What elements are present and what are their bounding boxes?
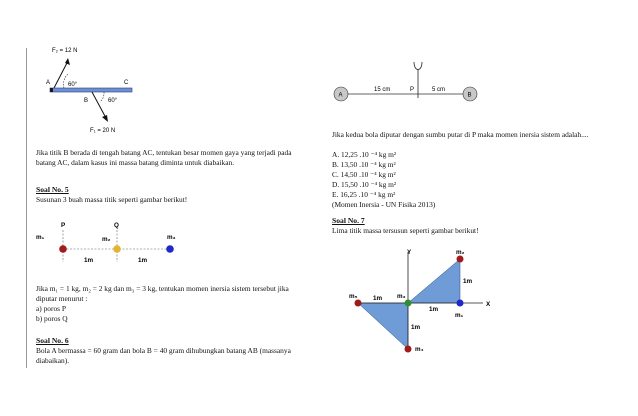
option-c: C. 14,50 .10 ⁻⁴ kg m² xyxy=(332,170,396,179)
ball-b-label: B xyxy=(467,92,472,99)
figure-three-masses xyxy=(38,212,198,268)
f2-label: F₂ = 12 N xyxy=(52,48,78,54)
soal5-heading: Soal No. 5 xyxy=(36,185,69,194)
pivot-p-label: P xyxy=(410,87,415,93)
option-e: E. 16,25 .10 ⁻⁴ kg m² xyxy=(332,190,396,199)
mass-m1 xyxy=(457,300,464,307)
dist-right-label: 1m xyxy=(429,306,439,313)
dist-2-label: 1m xyxy=(138,257,148,264)
page-divider-line xyxy=(26,48,27,368)
soal6-text: Bola A bermassa = 60 gram dan bola B = 40 gram dihubungkan batang AB (massanya diabaikan). xyxy=(36,346,291,365)
soal5-text: Susunan 3 buah massa titik seperti gambar berikut! xyxy=(36,195,188,204)
label-b: B xyxy=(84,98,89,104)
dist-5cm-label: 5 cm xyxy=(432,87,446,93)
soal7-heading: Soal No. 7 xyxy=(332,216,365,225)
soal5-question: Jika m₁ = 1 kg, m₂ = 2 kg dan m₃ = 3 kg, tentukan momen inersia sistem tersebut jika diputar menurut : xyxy=(36,284,289,303)
lever-end-a xyxy=(50,88,53,92)
figure-lever-ac xyxy=(44,44,154,138)
ball-a-label: A xyxy=(338,92,343,99)
m5-label: m₅ xyxy=(349,293,358,300)
soal6-heading: Soal No. 6 xyxy=(36,336,69,345)
mass-m2 xyxy=(457,256,464,263)
label-c: C xyxy=(124,80,129,86)
axis-y-label: Y xyxy=(407,249,412,256)
soal7-text: Lima titik massa tersusun seperti gambar berikut! xyxy=(332,226,479,235)
option-d: D. 15,50 .10 ⁻⁴ kg m² xyxy=(332,180,397,189)
label-a: A xyxy=(46,80,51,86)
source-note: (Momen Inersia - UN Fisika 2013) xyxy=(332,200,436,209)
mass-m2 xyxy=(113,245,121,253)
label-q: Q xyxy=(114,222,119,229)
m3-label: m₃ xyxy=(397,293,406,300)
mass-m4 xyxy=(405,346,412,353)
axis-x-label: X xyxy=(486,301,491,308)
lever-question-text: Jika titik B berada di tengah batang AC, tentukan besar momen gaya yang terjadi pada batang AC, dalam kasus ini massa batang diminta untuk diabaikan. xyxy=(36,148,292,167)
m2-label: m₂ xyxy=(102,236,111,243)
dist-15cm-label: 15 cm xyxy=(374,87,391,93)
soal5-option-b: b) poros Q xyxy=(36,314,68,323)
m4-label: m₄ xyxy=(415,346,424,353)
figure-balls-ab xyxy=(330,58,480,108)
m3-label: m₃ xyxy=(167,234,176,241)
angle-arc-right xyxy=(100,92,104,102)
f1-label: F₁ = 20 N xyxy=(90,128,116,134)
label-p: P xyxy=(61,222,66,229)
dist-up-label: 1m xyxy=(463,278,473,285)
m1-label: m₁ xyxy=(455,312,464,319)
option-a: A. 12,25 .10 ⁻⁴ kg m² xyxy=(332,150,397,159)
dist-1-label: 1m xyxy=(84,257,94,264)
mass-m3 xyxy=(405,300,412,307)
lever-bar xyxy=(50,88,132,92)
figure-five-masses xyxy=(345,244,505,360)
mass-m1 xyxy=(59,245,67,253)
dist-left-label: 1m xyxy=(373,295,383,302)
option-b: B. 13,50 .10 ⁻⁴ kg m² xyxy=(332,160,396,169)
f2-arrowhead xyxy=(65,58,70,65)
f2-arrow xyxy=(54,61,68,88)
mass-m3 xyxy=(166,245,174,253)
moment-question: Jika kedua bola diputar dengan sumbu putar di P maka momen inersia sistem adalah.... xyxy=(332,130,589,139)
triangle-lower-left xyxy=(358,303,408,349)
rotation-symbol xyxy=(414,62,422,70)
angle-right-label: 60° xyxy=(108,98,118,104)
m2-label: m₂ xyxy=(456,249,465,256)
f1-arrowhead xyxy=(102,115,108,122)
mass-m5 xyxy=(355,300,362,307)
soal5-option-a: a) poros P xyxy=(36,304,66,313)
dist-down-label: 1m xyxy=(411,324,421,331)
m1-label: m₁ xyxy=(36,234,45,241)
angle-left-label: 60° xyxy=(68,82,78,88)
triangle-upper-right xyxy=(408,259,460,303)
